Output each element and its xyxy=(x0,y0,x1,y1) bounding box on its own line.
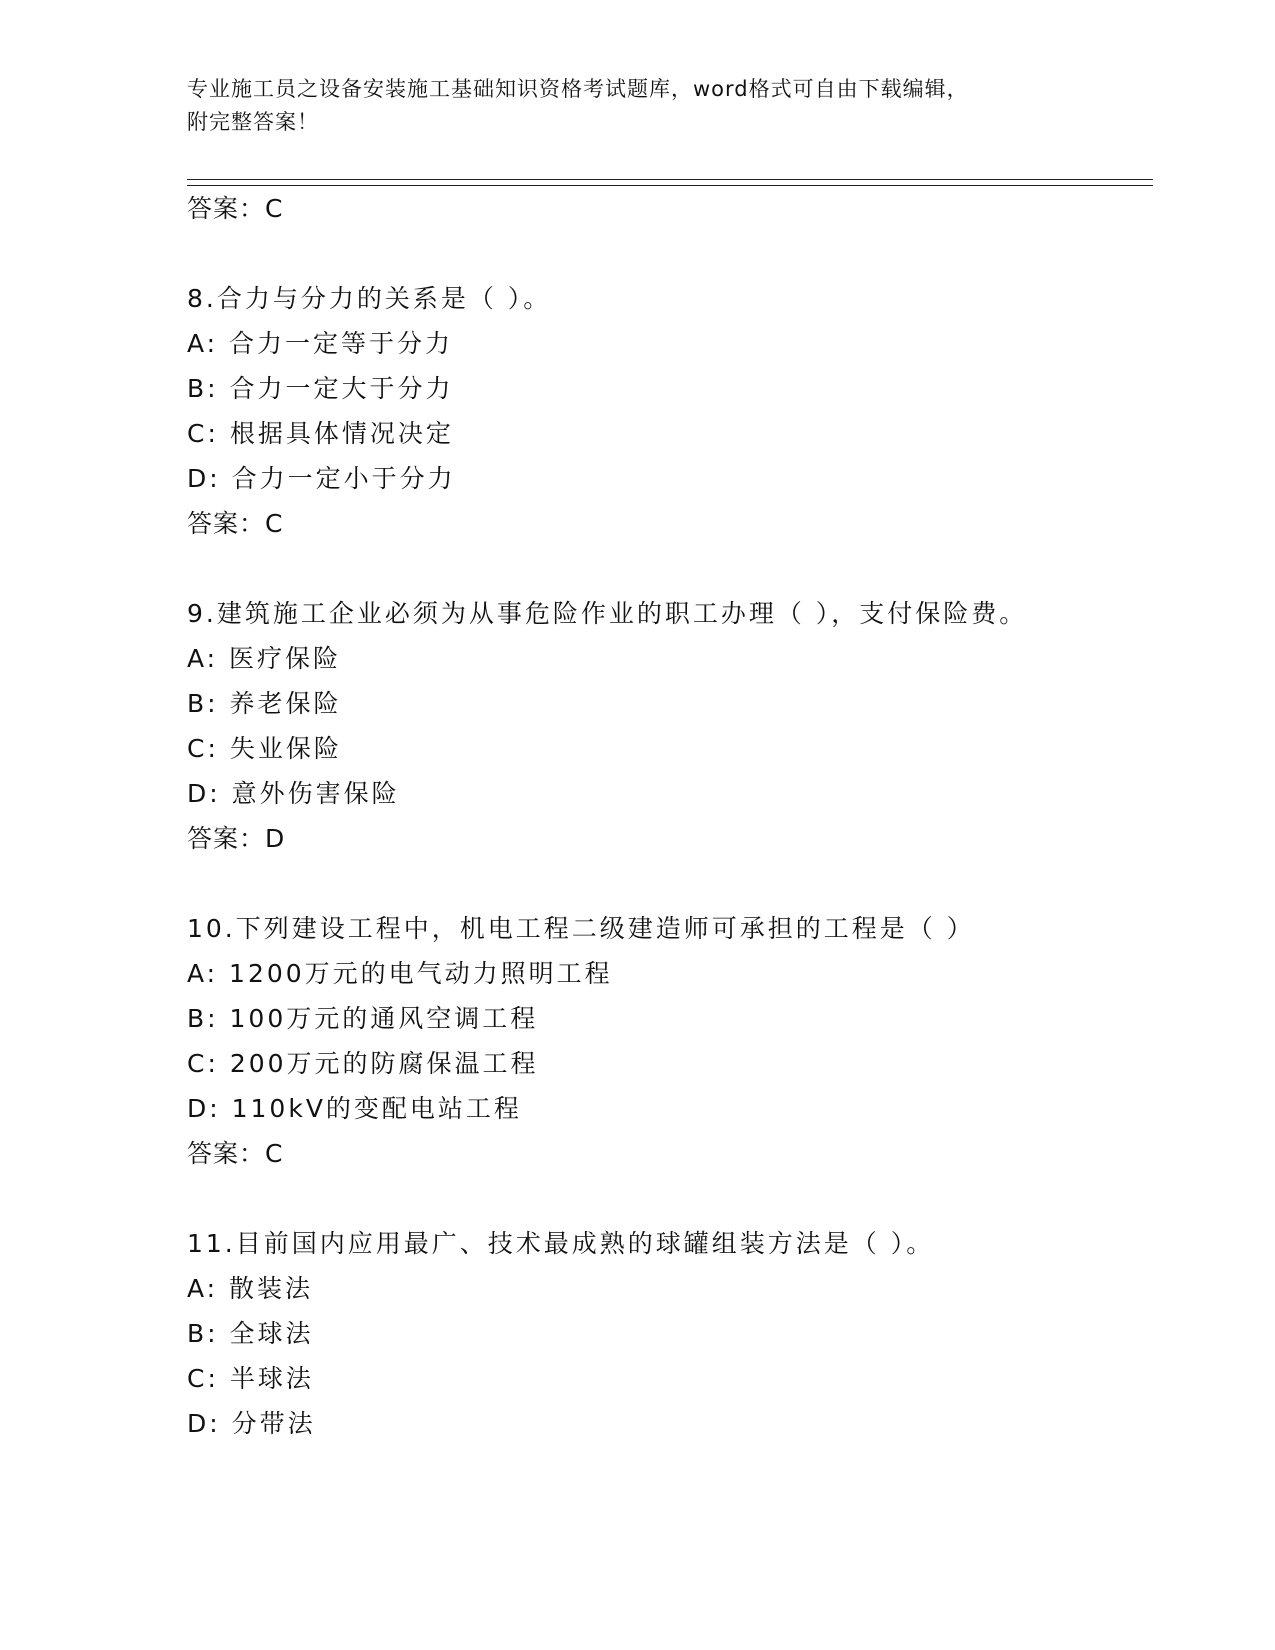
question-10-option-b: B: 100万元的通风空调工程 xyxy=(187,1004,539,1033)
question-8-option-b: B: 合力一定大于分力 xyxy=(187,374,454,403)
question-11-option-d: D: 分带法 xyxy=(187,1409,316,1438)
question-9-option-d: D: 意外伤害保险 xyxy=(187,779,400,808)
question-9-option-a: A: 医疗保险 xyxy=(187,644,342,673)
answer-7: 答案：C xyxy=(187,194,284,223)
question-8-option-d: D: 合力一定小于分力 xyxy=(187,464,456,493)
question-8-option-c: C: 根据具体情况决定 xyxy=(187,419,454,448)
question-8-stem: 8.合力与分力的关系是（ ）。 xyxy=(187,284,552,313)
question-11-option-a: A: 散装法 xyxy=(187,1274,314,1303)
question-8-option-a: A: 合力一定等于分力 xyxy=(187,329,454,358)
question-9-stem: 9.建筑施工企业必须为从事危险作业的职工办理（ ），支付保险费。 xyxy=(187,599,1028,628)
question-9-option-b: B: 养老保险 xyxy=(187,689,342,718)
question-10-option-a: A: 1200万元的电气动力照明工程 xyxy=(187,959,613,988)
header-line-1: 专业施工员之设备安装施工基础知识资格考试题库，word格式可自由下载编辑， xyxy=(187,77,969,101)
header-divider-top xyxy=(187,179,1153,180)
question-10-stem: 10.下列建设工程中，机电工程二级建造师可承担的工程是（ ） xyxy=(187,914,975,943)
question-11-stem: 11.目前国内应用最广、技术最成熟的球罐组装方法是（ ）。 xyxy=(187,1229,935,1258)
question-10-answer: 答案：C xyxy=(187,1139,284,1168)
question-8-answer: 答案：C xyxy=(187,509,284,538)
document-header xyxy=(187,73,1087,139)
question-10-option-c: C: 200万元的防腐保温工程 xyxy=(187,1049,539,1078)
question-9-answer: 答案：D xyxy=(187,824,286,853)
header-divider-bottom xyxy=(187,185,1153,186)
question-11-option-b: B: 全球法 xyxy=(187,1319,314,1348)
header-line-2: 附完整答案！ xyxy=(187,110,319,134)
question-10-option-d: D: 110kV的变配电站工程 xyxy=(187,1094,522,1123)
question-11-option-c: C: 半球法 xyxy=(187,1364,314,1393)
question-9-option-c: C: 失业保险 xyxy=(187,734,342,763)
